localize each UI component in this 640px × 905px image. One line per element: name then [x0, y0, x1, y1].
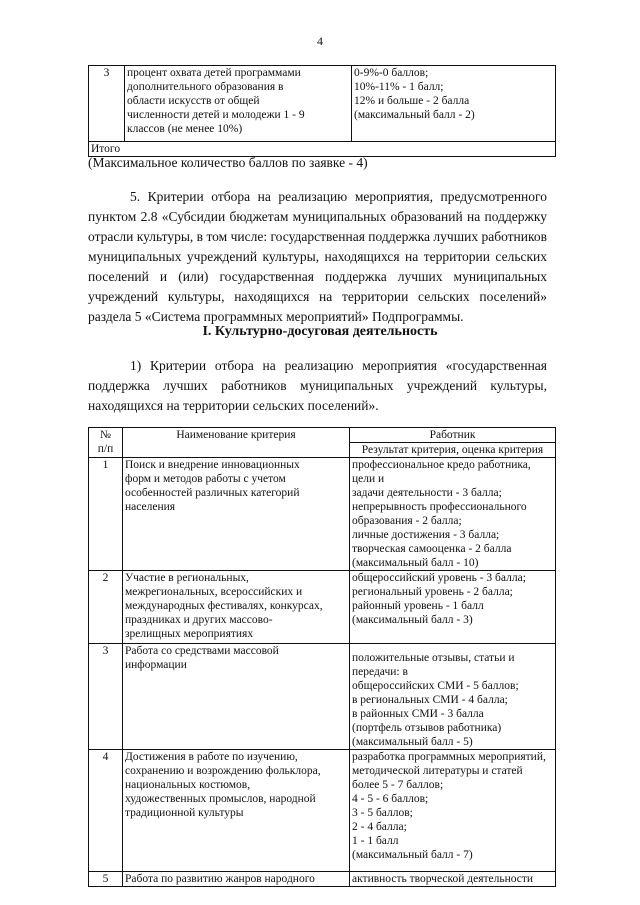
result-line: (максимальный балл - 10): [352, 557, 479, 569]
result-line: более 5 - 7 баллов;: [352, 779, 444, 791]
result-line: 2 - 4 балла;: [352, 821, 407, 833]
paragraph-line: пунктом 2.8 «Субсидии бюджетам муниципальных образований на поддержку: [88, 209, 547, 224]
max-score-note: (Максимальное количество баллов по заявке - 4): [88, 155, 368, 170]
result-line: непрерывность профессионального: [352, 501, 527, 513]
header-result: Результат критерия, оценка критерия: [350, 443, 556, 458]
paragraph-line: находящихся на территории сельских поселений».: [88, 398, 379, 413]
result-line: положительные отзывы, статьи и передачи: в: [352, 652, 515, 678]
criterion-name-line: форм и методов работы с учетом: [125, 473, 286, 485]
criterion-name-line: национальных костюмов,: [125, 779, 251, 791]
paragraph-criteria-1: [88, 356, 547, 416]
criterion-result: [352, 66, 556, 142]
result-line: задачи деятельности - 3 балла;: [352, 487, 502, 499]
result-line: образования - 2 балла;: [352, 515, 462, 527]
criterion-name: [125, 66, 352, 142]
criterion-name-line: сохранению и возрождению фольклора,: [125, 765, 321, 777]
header-number-top: №: [100, 429, 111, 441]
criterion-name: [123, 571, 350, 644]
row-number: 3: [89, 644, 123, 750]
result-line: (максимальный балл - 2): [354, 109, 475, 121]
paragraph-line: поселений и (или) государственная поддержка лучших муниципальных: [88, 269, 547, 284]
paragraph-line: учреждений культуры, находящихся на территории сельских поселений»: [88, 289, 547, 304]
result-line: 0-9%-0 баллов;: [354, 67, 429, 79]
table-header-row: [89, 428, 556, 443]
table-row: [89, 872, 556, 887]
criterion-name-line: информации: [125, 659, 187, 671]
criterion-name-line: дополнительного образования в: [127, 81, 284, 93]
header-criterion-name: Наименование критерия: [123, 428, 350, 458]
criterion-name-line: праздниках и других массово-: [125, 614, 273, 626]
paragraph-line: 1) Критерии отбора на реализацию мероприятия «государственная: [130, 358, 547, 373]
result-line: 1 - 1 балл: [352, 835, 399, 847]
criterion-name: [123, 872, 350, 887]
result-line: (максимальный балл - 7): [352, 849, 473, 861]
criterion-result: [350, 571, 556, 644]
paragraph-line: 5. Критерии отбора на реализацию мероприятия, предусмотренного: [130, 189, 547, 204]
row-number: 4: [89, 750, 123, 872]
result-line: 12% и больше - 2 балла: [354, 95, 470, 107]
result-line: профессиональное кредо работника, цели и: [352, 459, 531, 485]
criterion-name-line: населения: [125, 501, 176, 513]
criteria-table-continued: [88, 65, 556, 157]
paragraph-line: муниципальных учреждений культуры, находящихся на территории сельских: [88, 249, 547, 264]
result-line: (максимальный балл - 3): [352, 614, 473, 626]
result-line: общероссийский уровень - 3 балла;: [352, 572, 526, 584]
row-number: 5: [89, 872, 123, 887]
result-line: в региональных СМИ - 4 балла;: [352, 694, 508, 706]
criterion-name-line: классов (не менее 10%): [127, 123, 243, 135]
criterion-name-line: процент охвата детей программами: [127, 67, 301, 79]
result-line: (максимальный балл - 5): [352, 736, 473, 748]
result-line: разработка программных мероприятий,: [352, 751, 546, 763]
criterion-result: [350, 644, 556, 750]
criterion-name-line: области искусств от общей: [127, 95, 260, 107]
criterion-name-line: особенностей различных категорий: [125, 487, 300, 499]
table-row: [89, 644, 556, 750]
header-number-bottom: п/п: [97, 443, 114, 455]
result-line: 3 - 5 баллов;: [352, 807, 413, 819]
criterion-name-line: художественных промыслов, народной: [125, 793, 316, 805]
table-row: [89, 750, 556, 872]
paragraph-criteria-5: [88, 187, 547, 327]
result-line: в районных СМИ - 3 балла: [352, 708, 484, 720]
result-line: 10%-11% - 1 балл;: [354, 81, 444, 93]
result-line: 4 - 5 - 6 баллов;: [352, 793, 429, 805]
header-worker: Работник: [350, 428, 556, 443]
table-row: [89, 66, 556, 142]
paragraph-line: отрасли культуры, в том числе: государственная поддержка лучших работников: [88, 229, 547, 244]
result-line: личные достижения - 3 балла;: [352, 529, 500, 541]
criterion-name: [123, 750, 350, 872]
criterion-name-line: межрегиональных, всероссийских и: [125, 586, 303, 598]
criterion-name-line: Достижения в работе по изучению,: [125, 751, 298, 763]
total-label: Итого: [89, 142, 556, 157]
criterion-result: [350, 458, 556, 571]
page-number: 4: [317, 34, 323, 48]
criteria-table: [88, 427, 556, 887]
result-line: региональный уровень - 2 балла;: [352, 586, 513, 598]
criterion-name-line: численности детей и молодежи 1 - 9: [127, 109, 305, 121]
criterion-name-line: Работа со средствами массовой: [125, 645, 279, 657]
table-row: [89, 571, 556, 644]
paragraph-line: раздела 5 «Система программных мероприятий» Подпрограммы.: [88, 309, 464, 324]
criterion-name-line: традиционной культуры: [125, 807, 244, 819]
criterion-name-line: Поиск и внедрение инновационных: [125, 459, 300, 471]
row-number: 3: [89, 66, 125, 142]
criterion-result: [350, 750, 556, 872]
table-row: [89, 458, 556, 571]
row-number: 2: [89, 571, 123, 644]
result-line: районный уровень - 1 балл: [352, 600, 484, 612]
criterion-result: [350, 872, 556, 887]
criterion-name-line: зрелищных мероприятиях: [125, 628, 254, 640]
criterion-name: [123, 644, 350, 750]
row-number: 1: [89, 458, 123, 571]
criterion-name: [123, 458, 350, 571]
result-line: творческая самооценка - 2 балла: [352, 543, 512, 555]
criterion-name-line: Участие в региональных,: [125, 572, 249, 584]
result-line: методической литературы и статей: [352, 765, 523, 777]
criterion-name-line: Работа по развитию жанров народного: [125, 873, 315, 885]
result-line: общероссийских СМИ - 5 баллов;: [352, 680, 519, 692]
header-number: [89, 428, 123, 458]
criterion-name-line: международных фестивалях, конкурсах,: [125, 600, 323, 612]
paragraph-line: поддержка лучших работников муниципальных учреждений культуры,: [88, 378, 547, 393]
result-line: активность творческой деятельности: [352, 873, 534, 885]
section-heading: I. Культурно-досуговая деятельность: [202, 324, 438, 339]
result-line: (портфель отзывов работника): [352, 722, 502, 734]
